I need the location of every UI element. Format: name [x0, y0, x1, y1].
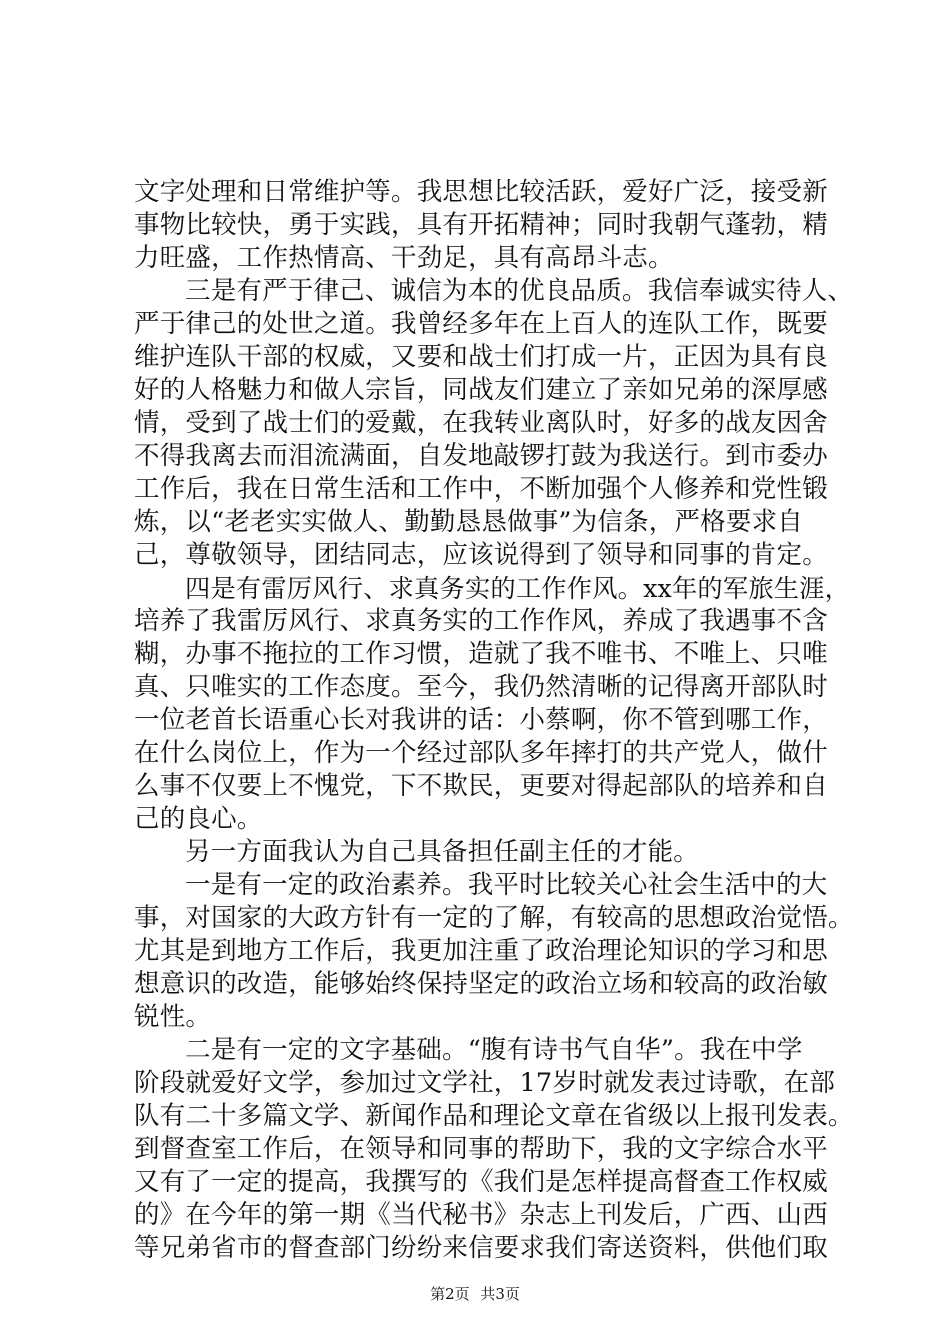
text-line: 工作后，我在日常生活和工作中，不断加强个人修养和党性锻: [134, 474, 828, 504]
text-line: 己，尊敬领导，团结同志，应该说得到了领导和同事的肯定。: [134, 540, 828, 570]
text-line: 四是有雷厉风行、求真务实的工作作风。xx年的军旅生涯，: [185, 574, 851, 603]
text-line: 真、只唯实的工作态度。至今，我仍然清晰的记得离开部队时: [134, 672, 828, 702]
text-line: 阶段就爱好文学，参加过文学社，17岁时就发表过诗歌，在部: [134, 1068, 836, 1098]
text-line: 一位老首长语重心长对我讲的话：小蔡啊，你不管到哪工作，: [134, 705, 828, 735]
text-line: 文字处理和日常维护等。我思想比较活跃，爱好广泛，接受新: [134, 177, 828, 207]
text-line: 事物比较快，勇于实践，具有开拓精神；同时我朝气蓬勃，精: [134, 210, 828, 240]
text-line: 培养了我雷厉风行、求真务实的工作作风，养成了我遇事不含: [134, 606, 828, 636]
text-line: 炼，以“老老实实做人、勤勤恳恳做事”为信条，严格要求自: [134, 507, 803, 537]
text-line: 么事不仅要上不愧党，下不欺民，更要对得起部队的培养和自: [134, 771, 828, 801]
text-line: 好的人格魅力和做人宗旨，同战友们建立了亲如兄弟的深厚感: [134, 375, 828, 405]
text-line: 不得我离去而泪流满面，自发地敲锣打鼓为我送行。到市委办: [134, 441, 828, 471]
text-line: 三是有严于律己、诚信为本的优良品质。我信奉诚实待人、: [185, 276, 854, 306]
text-line: 维护连队干部的权威，又要和战士们打成一片，正因为具有良: [134, 342, 828, 372]
page-footer: [0, 1284, 950, 1304]
text-line: 想意识的改造，能够始终保持坚定的政治立场和较高的政治敏: [134, 969, 828, 999]
text-line: 到督查室工作后，在领导和同事的帮助下，我的文字综合水平: [134, 1134, 828, 1164]
text-line: 二是有一定的文字基础。“腹有诗书气自华”。我在中学: [185, 1035, 803, 1065]
text-line: 己的良心。: [134, 804, 263, 834]
text-line: 严于律己的处世之道。我曾经多年在上百人的连队工作，既要: [134, 309, 828, 339]
text-line: 事，对国家的大政方针有一定的了解，有较高的思想政治觉悟。: [134, 903, 854, 933]
text-line: 队有二十多篇文学、新闻作品和理论文章在省级以上报刊发表。: [134, 1101, 854, 1131]
text-line: 另一方面我认为自己具备担任副主任的才能。: [185, 837, 700, 867]
text-line: 情，受到了战士们的爱戴，在我转业离队时，好多的战友因舍: [134, 408, 828, 438]
text-line: 在什么岗位上，作为一个经过部队多年摔打的共产党人，做什: [134, 738, 828, 768]
body-text: [134, 176, 856, 1265]
text-line: 又有了一定的提高，我撰写的《我们是怎样提高督查工作权威: [134, 1167, 828, 1197]
text-line: 等兄弟省市的督查部门纷纷来信要求我们寄送资料，供他们取: [134, 1233, 828, 1263]
page-number: 第2页: [430, 1285, 470, 1303]
text-line: 锐性。: [134, 1002, 212, 1032]
text-line: 糊，办事不拖拉的工作习惯，造就了我不唯书、不唯上、只唯: [134, 639, 828, 669]
text-line: 力旺盛，工作热情高、干劲足，具有高昂斗志。: [134, 243, 674, 273]
page-total: 共3页: [480, 1285, 520, 1303]
text-line: 一是有一定的政治素养。我平时比较关心社会生活中的大: [185, 870, 828, 900]
text-line: 的》在今年的第一期《当代秘书》杂志上刊发后，广西、山西: [134, 1200, 828, 1230]
text-line: 尤其是到地方工作后，我更加注重了政治理论知识的学习和思: [134, 936, 828, 966]
